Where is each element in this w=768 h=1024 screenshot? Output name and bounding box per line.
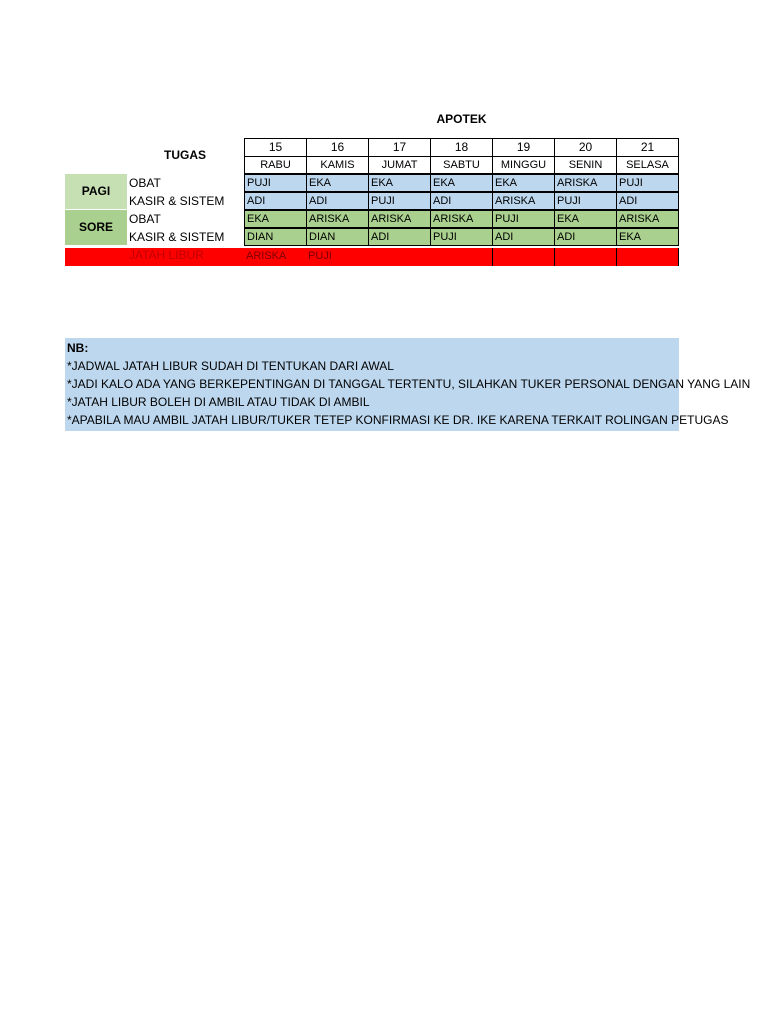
sheet-title: APOTEK [436,112,487,126]
task-label-obat: OBAT [129,212,161,226]
assignment-cell[interactable]: EKA [554,210,617,228]
note-line: *JADWAL JATAH LIBUR SUDAH DI TENTUKAN DARI AWAL [67,359,394,373]
day-column-header [492,138,555,174]
assignment-cell[interactable]: EKA [368,174,431,192]
assignment-cell[interactable]: ADI [430,192,493,210]
assignment-cell[interactable]: ADI [554,228,617,246]
note-line: *JATAH LIBUR BOLEH DI AMBIL ATAU TIDAK DI AMBIL [67,395,370,409]
libur-cell[interactable] [617,248,679,266]
day-column-header [616,138,679,174]
task-label-kasir: KASIR & SISTEM [129,230,225,244]
assignment-cell[interactable]: ARISKA [554,174,617,192]
day-column-header [306,138,369,174]
day-name: KAMIS [320,159,355,171]
day-number: 20 [555,139,616,157]
day-name: SELASA [626,159,669,171]
day-number: 17 [369,139,430,157]
assignment-cell[interactable]: EKA [492,174,555,192]
assignment-cell[interactable]: DIAN [244,228,307,246]
day-number: 19 [493,139,554,157]
jatah-libur-label: JATAH LIBUR [129,248,204,262]
task-label-obat: OBAT [129,176,161,190]
notes-box [65,338,751,431]
day-number: 18 [431,139,492,157]
shift-label-pagi: PAGI [65,174,127,209]
assignment-cell[interactable]: EKA [306,174,369,192]
day-column-header [244,138,307,174]
assignment-cell[interactable]: PUJI [244,174,307,192]
assignment-cell[interactable]: PUJI [430,228,493,246]
assignment-cell[interactable]: ADI [616,192,679,210]
day-column-header [554,138,617,174]
assignment-cell[interactable]: ARISKA [616,210,679,228]
libur-cell[interactable] [555,248,617,266]
assignment-cell[interactable]: ADI [306,192,369,210]
day-name: JUMAT [381,159,418,171]
day-name: SENIN [568,159,603,171]
assignment-cell[interactable]: ARISKA [492,192,555,210]
libur-cell[interactable]: ARISKA [246,250,287,262]
assignment-cell[interactable]: EKA [430,174,493,192]
tugas-header: TUGAS [164,148,206,162]
assignment-cell[interactable]: ARISKA [430,210,493,228]
day-number: 21 [617,139,678,157]
day-name: MINGGU [500,159,547,171]
assignment-cell[interactable]: ARISKA [368,210,431,228]
assignment-cell[interactable]: PUJI [554,192,617,210]
libur-cell[interactable] [493,248,555,266]
day-name: RABU [260,159,291,171]
assignment-cell[interactable]: ADI [368,228,431,246]
day-column-header [368,138,431,174]
assignment-cell[interactable]: EKA [244,210,307,228]
day-number: 16 [307,139,368,157]
assignment-cell[interactable]: ADI [244,192,307,210]
assignment-cell[interactable]: ADI [492,228,555,246]
assignment-cell[interactable]: PUJI [616,174,679,192]
assignment-cell[interactable]: EKA [616,228,679,246]
note-line: *APABILA MAU AMBIL JATAH LIBUR/TUKER TETEP KONFIRMASI KE DR. IKE KARENA TERKAIT ROLINGAN PETUGAS [67,413,729,427]
libur-cell[interactable]: PUJI [308,250,332,262]
libur-cell[interactable] [430,248,493,266]
libur-cell[interactable] [368,248,430,266]
note-line: *JADI KALO ADA YANG BERKEPENTINGAN DI TANGGAL TERTENTU, SILAHKAN TUKER PERSONAL DENGAN YANG LAIN [67,377,751,391]
task-label-kasir: KASIR & SISTEM [129,194,225,208]
shift-label-sore: SORE [65,210,127,245]
day-name: SABTU [443,159,480,171]
assignment-cell[interactable]: ARISKA [306,210,369,228]
assignment-cell[interactable]: DIAN [306,228,369,246]
notes-heading: NB: [67,341,89,355]
day-number: 15 [245,139,306,157]
assignment-cell[interactable]: PUJI [492,210,555,228]
day-column-header [430,138,493,174]
assignment-cell[interactable]: PUJI [368,192,431,210]
